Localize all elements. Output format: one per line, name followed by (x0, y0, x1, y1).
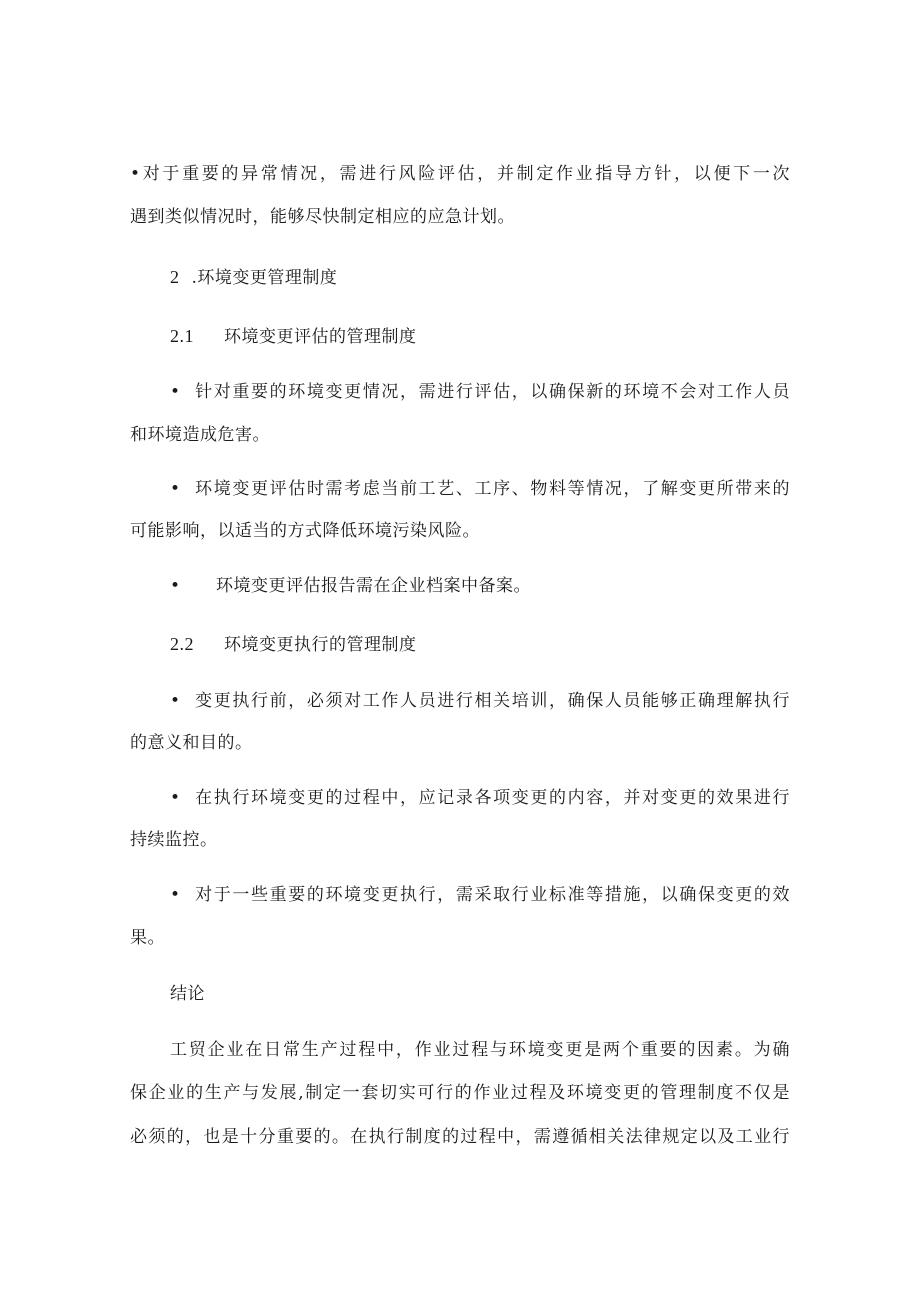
bullet-marker: • (170, 885, 181, 905)
bullet-marker: • (170, 382, 181, 402)
bullet-continuation: 的意义和目的。 (130, 733, 253, 753)
bullet-marker: • (170, 479, 181, 499)
section-title: .环境变更管理制度 (191, 268, 338, 288)
conclusion-heading: 结论 (170, 984, 205, 1004)
bullet-continuation: 可能影响，以适当的方式降低环境污染风险。 (130, 521, 480, 541)
bullet-text: 环境变更评估报告需在企业档案中备案。 (216, 576, 531, 596)
bullet-item (170, 380, 790, 404)
paragraph-line: 必须的，也是十分重要的。在执行制度的过程中，需遵循相关法律规定以及工业行 (130, 1127, 790, 1147)
paragraph-line: 遇到类似情况时，能够尽快制定相应的应急计划。 (130, 207, 515, 227)
subsection-number: 2.2 (170, 634, 194, 654)
paragraph-line: 工贸企业在日常生产过程中，作业过程与环境变更是两个重要的因素。为确 (170, 1040, 790, 1060)
bullet-item (170, 574, 830, 598)
bullet-item (170, 883, 790, 907)
subsection-title: 环境变更执行的管理制度 (224, 635, 417, 655)
bullet-text: 针对重要的环境变更情况，需进行评估，以确保新的环境不会对工作人员 (194, 382, 790, 402)
bullet-text: 对于一些重要的环境变更执行，需采取行业标准等措施，以确保变更的效 (194, 885, 790, 905)
bullet-continuation: 持续监控。 (130, 830, 218, 850)
paragraph-line: 保企业的生产与发展,制定一套切实可行的作业过程及环境变更的管理制度不仅是 (130, 1083, 790, 1103)
section-number: 2 (170, 267, 180, 287)
subsection-heading (170, 324, 830, 349)
bullet-item (170, 477, 790, 501)
bullet-marker: • (170, 788, 181, 808)
bullet-item (170, 689, 790, 713)
bullet-continuation: 果。 (130, 928, 165, 948)
subsection-heading (170, 632, 830, 657)
bullet-text: 在执行环境变更的过程中，应记录各项变更的内容，并对变更的效果进行 (194, 788, 790, 808)
bullet-text: 变更执行前，必须对工作人员进行相关培训，确保人员能够正确理解执行 (194, 691, 790, 711)
bullet-continuation: 和环境造成危害。 (130, 425, 270, 445)
bullet-marker: • (170, 691, 181, 711)
section-heading (170, 265, 830, 290)
bullet-text: 环境变更评估时需考虑当前工艺、工序、物料等情况，了解变更所带来的 (194, 479, 790, 499)
subsection-title: 环境变更评估的管理制度 (224, 327, 417, 347)
bullet-item (170, 786, 790, 810)
subsection-number: 2.1 (170, 326, 194, 346)
bullet-marker: • (170, 576, 181, 596)
paragraph-line: •对于重要的异常情况，需进行风险评估，并制定作业指导方针，以便下一次 (130, 164, 790, 184)
